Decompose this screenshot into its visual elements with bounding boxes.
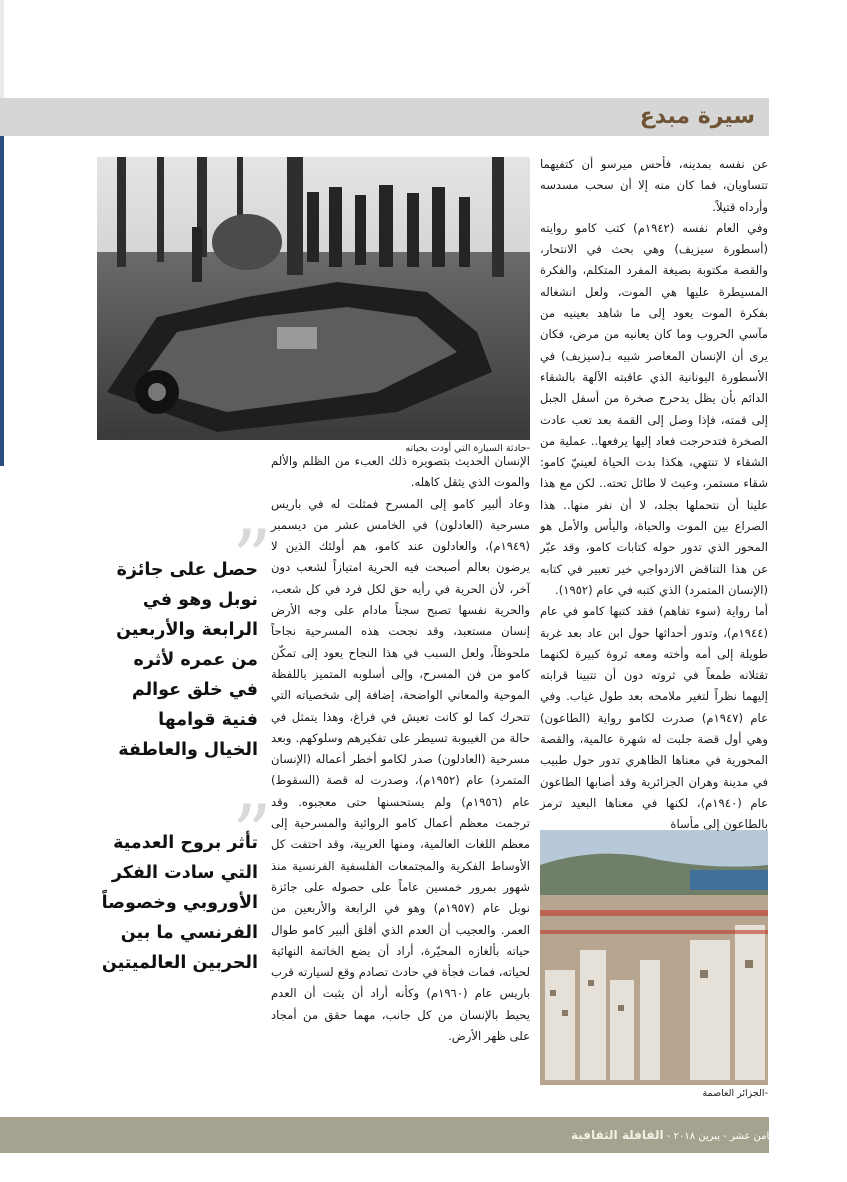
car-wreck-illustration <box>97 157 530 440</box>
algiers-photo <box>540 830 768 1085</box>
quote-mark-icon: ” <box>232 514 272 604</box>
algiers-illustration <box>540 830 768 1085</box>
section-title: سيرة مبدع <box>639 104 755 129</box>
car-wreck-photo <box>97 157 530 440</box>
article-column-right <box>540 154 768 832</box>
pull-quote: حصل على جائزة نوبل وهو في الرابعة والأربعين من عمره لأثره في خلق عوالم فنية قوامها الخيال والعاطفة <box>116 560 258 760</box>
page-edge <box>0 0 4 98</box>
paragraph: أما رواية (سوء تفاهم) فقد كتبها كامو في عام (١٩٤٤م)، وتدور أحداثها حول ابن عاد بعد غربة طويلة إلى أمه وأخته ومعه ثروة كبيرة لكنهما تقتلانه طمعاً في ثروته دون أن تتبينا قرابته إليهما نظراً لتغير ملامحه بعد طول غياب. وفي عام (١٩٤٧م) صدرت لكامو رواية (الطاعون) وهي أول قصة جلبت له شهرة عالمية، والقصة المحورية في معناها الظاهري تدور حول طبيب في مدينة وهران الجزائرية وقد أصابها الطاعون عام (١٩٤٠م)، لكنها في معناها البعيد ترمز بالطاعون إلى مأساة <box>540 604 768 832</box>
algiers-caption: -الجزائر العاصمة <box>702 1088 768 1099</box>
paragraph: وعاد ألبير كامو إلى المسرح فمثلت له في باريس مسرحية (العادلون) في الخامس عشر من ديسمبر (١٩٤٩م)، والعادلون عند كامو، هم أولئك الذين لا يرضون بعالم أصبحت فيه الحرية امتيازاً لشعب دون آخر، لأن الحرية في رأيه حق لكل فرد في كل شعب، والحرية نفسها تصبح سجناً مادام على وجه الأرض إنسان مستعبد، وقد نجحت هذه المسرحية نجاحاً ملحوظاً، ولعل السبب في هذا النجاح يعود إلى تمكّن كامو من فن المسرح، وإلى أسلوبه المتميز باللفظة الموحية والمعاني الواضحة، إضافة إلى شخصياته التي تتحرك كما لو كانت تعيش في فراغ، وهذا يتمثل في حالة من الغيبوبة تسيطر على تفكيرهم وسلوكهم. وبعد مسرحية (العادلون) صدر لكامو أخطر أعماله (الإنسان المتمرد) عام (١٩٥٢م)، وصدرت له قصة (السقوط) عام (١٩٥٦م) ولم يستحسنها حتى معجبوه. وقد ترجمت معظم أعمال كامو الروائية والمسرحية إلى معظم اللغات العالمية، ومنها العربية، وقد احتفت كل الأوساط الفكرية والمجتمعات الفلسفية الفرنسية منذ شهور بمرور خمسين عاماً على حصوله على جائزة نوبل عام (١٩٥٧م) وهو في الرابعة والأربعين من العمر. والعجيب أن العدم الذي أقلق ألبير كامو طوال حياته بألغازه المحيّرة، أراد أن يضع الخاتمة النهائية لحياته، فمات فجأة في حادث تصادم وقع لسيارته قرب باريس عام (١٩٦٠م) وكأنه أراد أن يثبت أن العدم يحيط بالإنسان من كل جانب، مهما حقق من أمجاد على ظهر الأرض. <box>271 496 530 1044</box>
magazine-name: القافلة الثقافية <box>570 1128 664 1142</box>
page-edge-accent <box>0 136 4 466</box>
paragraph: وفي العام نفسه (١٩٤٢م) كتب كامو روايته (أسطورة سيزيف) وهي بحث في الانتحار، والقصة مكتوبة بصيغة المفرد المتكلم، والفكرة المسيطرة عليها هي الموت، ولعل انشغاله بفكرة الموت يعود إلى ما شاهد بعينيه من مآسي الحروب وما كان يعانيه من مرض، فكان يرى أن الإنسان المعاصر شبيه بـ(سيزيف) في الأسطورة اليونانية الذي عاقبته الآلهة بالشقاء الدائم بأن يظل يدحرج صخرة من أسفل الجبل إلى قمته، فإذا وصل إلى القمة بعد تعب عادت الصخرة فتدحرجت فعاد إليها يرفعها.. عملية من الشقاء لا تنتهي، هكذا بدت الحياة لعينيّ كامو: شقاء مستمر، وعبث لا طائل تحته.. لكن مع هذا علينا أن نتحملها بجلد، لا أن نفر منها.. هذا الصراع بين الموت والحياة، واليأس والأمل هو المحور الذي تدور حوله كتابات كامو، وقد عبّر عن هذا التناقض الازدواجي خير تعبير في كتابه (الإنسان المتمرد) الذي كتبه في عام (١٩٥٢). <box>540 220 768 597</box>
quote-mark-icon: ” <box>232 789 272 879</box>
article-column-middle <box>271 451 530 1106</box>
page-number: ٢٠ <box>813 1128 829 1143</box>
paragraph: الإنسان الحديث بتصويره ذلك العبء من الظلم والألم والموت الذي يثقل كاهله. <box>271 454 530 490</box>
pull-quote: تأثر بروح العدمية التي سادت الفكر الأوروبي وخصوصاً الفرنسي ما بين الحربين العالميتين <box>101 833 258 973</box>
paragraph: عن نفسه بمدينه، فأحس ميرسو أن كتفيهما تتساويان، فما كان منه إلا أن سحب مسدسه وأرداه قتيلاً. <box>540 157 768 214</box>
car-wreck-caption: -حادثة السيارة التي أودت بحياته <box>405 443 530 454</box>
issue-info: العدد الثامن عشر - يبرين ٢٠١٨ - <box>666 1131 802 1142</box>
footer-text <box>571 1117 829 1153</box>
